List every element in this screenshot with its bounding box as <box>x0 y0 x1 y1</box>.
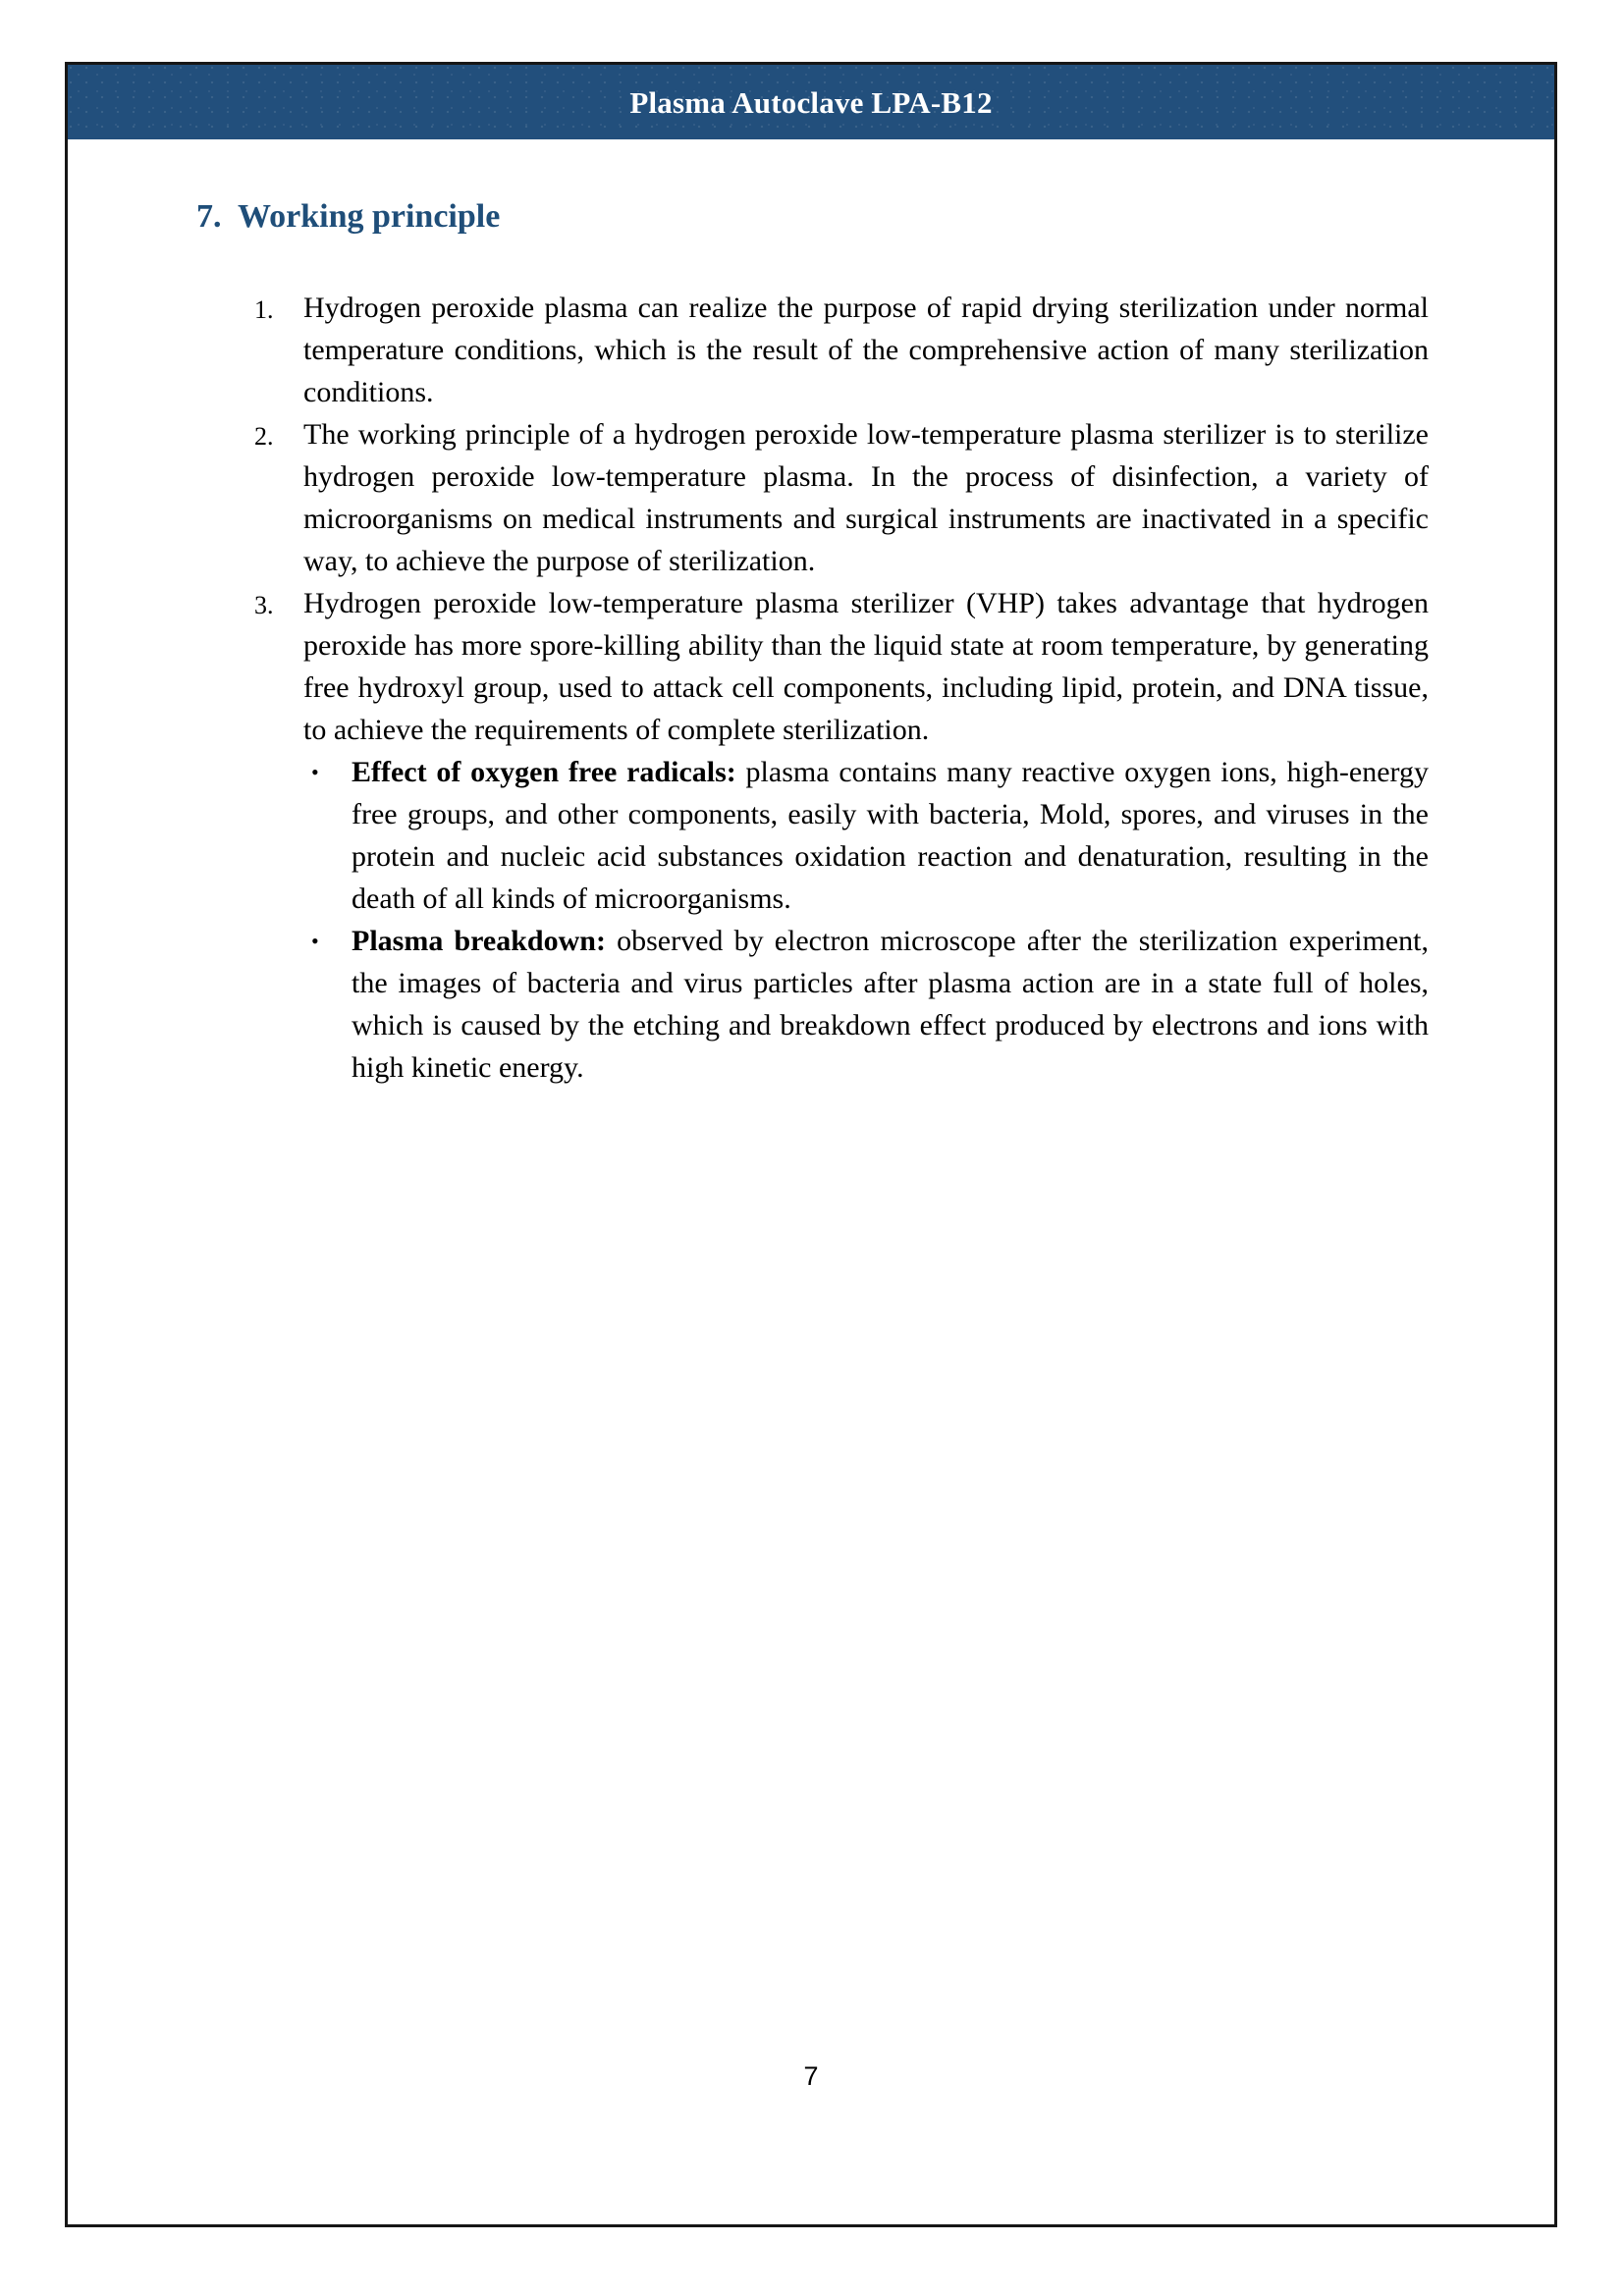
section-heading <box>196 198 500 236</box>
bullet-list <box>68 751 1554 1089</box>
bullet-icon: • <box>311 760 319 784</box>
list-item <box>68 413 1554 582</box>
list-item-marker: 3. <box>254 591 274 619</box>
list-item-marker: 1. <box>254 295 274 324</box>
list-item-text <box>352 751 1429 920</box>
section-heading-title: Working principle <box>238 198 501 235</box>
numbered-list <box>68 287 1554 1089</box>
list-item-body-text: plasma contains many reactive oxygen ions, high-energy free groups, and other components, easily with bacteria, Mold, spores, and viruses in the protein and nucleic acid substances oxidation reaction and denaturation, resulting in the death of all kinds of microorganisms. <box>352 756 1429 915</box>
list-item-marker: 2. <box>254 422 274 451</box>
list-item-text: Hydrogen peroxide low-temperature plasma sterilizer (VHP) takes advantage that hydrogen peroxide has more spore-killing ability than the liquid state at room temperature, by generating free hydroxyl group, used to attack cell components, including lipid, protein, and DNA tissue, to achieve the requirements of complete sterilization. <box>303 587 1429 746</box>
list-item-body-text: observed by electron microscope after the sterilization experiment, the images of bacteria and virus particles after plasma action are in a state full of holes, which is caused by the etching and breakdown effect produced by electrons and ions with high kinetic energy. <box>352 925 1430 1084</box>
document-page <box>65 62 1557 2227</box>
list-item <box>68 582 1554 751</box>
page-number: 7 <box>803 2061 819 2091</box>
list-item-text: Hydrogen peroxide plasma can realize the purpose of rapid drying sterilization under normal temperature conditions, which is the result of the comprehensive action of many sterilization conditions. <box>303 292 1429 408</box>
page-body <box>68 139 1554 2224</box>
document-title: Plasma Autoclave LPA-B12 <box>629 84 993 120</box>
bullet-icon: • <box>311 929 319 953</box>
list-item <box>68 287 1554 413</box>
section-heading-number: 7. <box>196 198 222 235</box>
list-item-lead-label: Plasma breakdown: <box>352 925 606 957</box>
list-item-lead-label: Effect of oxygen free radicals: <box>352 756 736 788</box>
list-item <box>311 751 1429 920</box>
list-item-text: The working principle of a hydrogen peroxide low-temperature plasma sterilizer is to sterilize hydrogen peroxide low-temperature plasma. In the process of disinfection, a variety of microorganisms on medical instruments and surgical instruments are inactivated in a specific way, to achieve the purpose of sterilization. <box>303 418 1429 577</box>
list-item-text <box>352 920 1429 1089</box>
document-header-band <box>68 65 1554 139</box>
list-item <box>311 920 1429 1089</box>
